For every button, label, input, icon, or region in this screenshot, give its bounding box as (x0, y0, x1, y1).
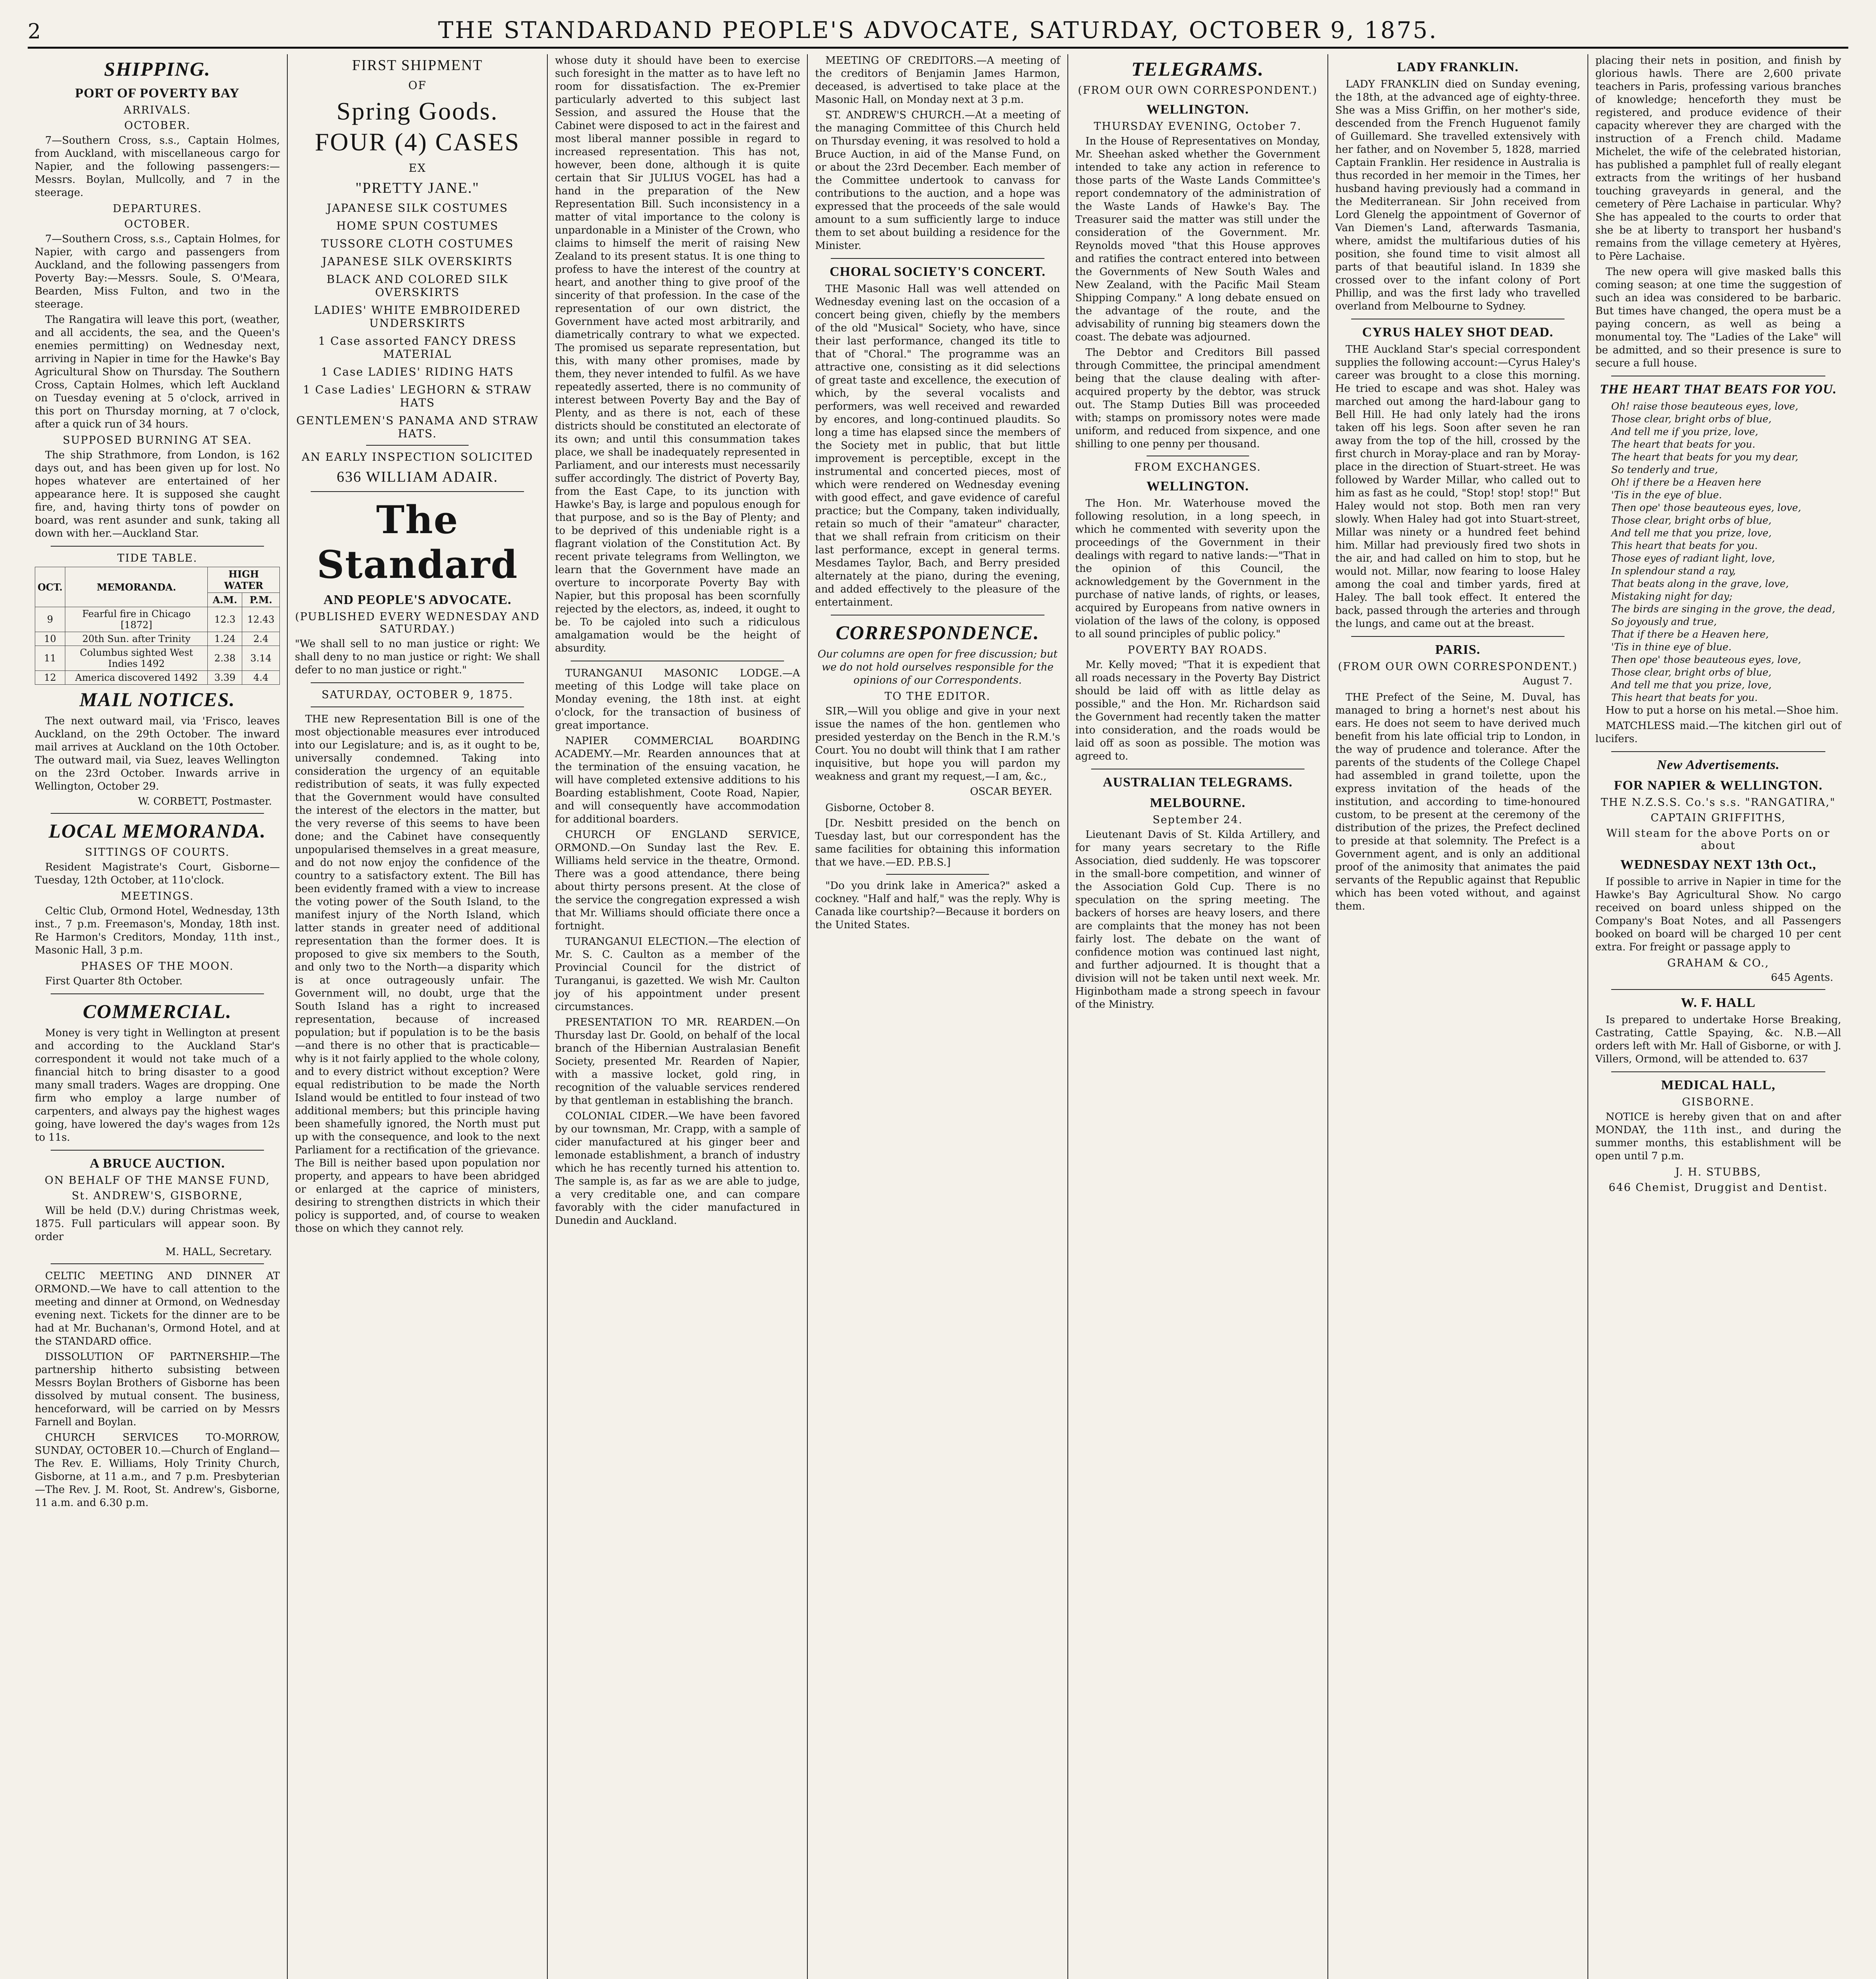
table-row (35, 671, 280, 685)
paper-motto: "We shall sell to no man justice or right: We shall deny to no man justice or right: We shall defer to no man justice or right." (295, 638, 540, 676)
melbourne-heading: MELBOURNE. (1150, 796, 1246, 810)
advert-of: OF (408, 79, 427, 92)
departures-month: OCTOBER. (124, 218, 191, 230)
tide-memo: America discovered 1492 (65, 671, 208, 685)
bruce-heading: A BRUCE AUCTION. (89, 1156, 225, 1171)
tide-col-am: A.M. (208, 593, 242, 607)
date-line: SATURDAY, OCTOBER 9, 1875. (321, 689, 513, 701)
medical-text: NOTICE is hereby given that on and after MONDAY, the 11th inst., and during the summer months, this establishment will be open until 7 p.m. (1595, 1111, 1841, 1162)
tide-day: 12 (35, 671, 65, 685)
shipping-heading: SHIPPING. (104, 58, 211, 80)
presentation-text: PRESENTATION TO MR. REARDEN.—On Thursday last Dr. Goold, on behalf of the local branch of the Hibernian Australasian Benefit Society, presented Mr. Rearden of Napier, with a massive locket, gold ring, in recognition of the valuable services rendered by that gentleman in establishing the branch. (555, 1016, 800, 1107)
tide-col-oct: OCT. (35, 567, 65, 607)
advert-name (295, 468, 540, 486)
poem-line: Then ope' those beauteous eyes, love, (1611, 654, 1801, 665)
joke-text: "Do you drink lake in America?" asked a cockney. "Half and half," was the reply. Why is Canada like courtship?—Because it borders on the United States. (815, 880, 1060, 931)
election-text: TURANGANUI ELECTION.—The election of Mr. S. C. Caulton as a member of the Provincial Council for the district of Turanganui, is gazetted. We wish Mr. Caulton joy of his appointment under present circumstances. (555, 936, 800, 1013)
tide-day: 10 (35, 632, 65, 646)
roads-heading: POVERTY BAY ROADS. (1128, 644, 1268, 656)
tide-table (35, 567, 280, 685)
wellington-date: THURSDAY EVENING, October 7. (1094, 120, 1302, 133)
poem-line: That beats along in the grave, love, (1611, 578, 1789, 589)
poem-line: And tell me if you prize, love, (1611, 426, 1758, 437)
tide-pm: 12.43 (242, 607, 280, 632)
column-7 (1588, 54, 1848, 1979)
column-2 (288, 54, 548, 1979)
tide-pm: 2.4 (242, 632, 280, 646)
napier-ad-text: If possible to arrive in Napier in time for the Hawke's Bay Agricultural Show. No cargo received on board unless shipped on the Company's Boat Notes, and all Passengers booked on board will be charged 10 per cent extra. For freight or passage apply to (1595, 876, 1841, 953)
poem-line: Those clear, bright orbs of blue, (1611, 667, 1772, 678)
arrivals-month: OCTOBER. (124, 120, 191, 132)
medical-place: GISBORNE. (1682, 1096, 1755, 1108)
tide-day: 9 (35, 607, 65, 632)
sittings-text: Resident Magistrate's Court, Gisborne—Tuesday, 12th October, at 11o'clock. (35, 861, 280, 886)
poem-line: And tell me that you prize, love, (1611, 679, 1772, 691)
creditors-text: MEETING OF CREDITORS.—A meeting of the creditors of Benjamin James Harmon, deceased, is advertised to take place at the Masonic Hall, on Monday next at 3 p.m. (815, 55, 1060, 106)
opera-text: The new opera will give masked balls this coming season; at one time the suggestion of such an idea was considered to be barbaric. But times have changed, the opera must be a paying concern, as well as being a monumental toy. The "Ladies of the Lake" will be admitted, and so their presence is sure to secure a full house. (1595, 266, 1841, 369)
debtor-text: The Debtor and Creditors Bill passed through Committee, the principal amendment being that the clause dealing with after-acquired property by the debtor, was struck out. The Stamp Duties Bill was proceeded with; stamps on promissory notes were made uniform, and reduced from sixpence, and one shilling to one penny per thousand. (1075, 347, 1320, 450)
advert-line: 1 Case LADIES' RIDING HATS (321, 365, 514, 378)
poem-heading: THE HEART THAT BEATS FOR YOU. (1599, 382, 1837, 397)
column-3 (548, 54, 808, 1979)
medical-role: 646 Chemist, Druggist and Dentist. (1608, 1181, 1828, 1194)
st-andrews-text: ST. ANDREW'S CHURCH.—At a meeting of the managing Committee of this Church held on Thursday evening, it was resolved to hold a Bruce Auction, in aid of the Manse Fund, on or about the 23rd December. Each member of the Committee undertook to canvass for contributions to the auction, and a hope was expressed that the proceeds of the sale would amount to a sum sufficiently large to induce them to set about building a residence for the Minister. (815, 109, 1060, 252)
page-title: THE STANDARDAND PEOPLE'S ADVOCATE, SATURDAY, OCTOBER 9, 1875. (438, 17, 1438, 44)
napier-ad-ship: THE N.Z.S.S. Co.'s s.s. "RANGATIRA," (1601, 796, 1836, 809)
bruce-text: Will be held (D.V.) during Christmas week, 1875. Full particulars will appear soon. By order (35, 1205, 280, 1243)
advert-name-text: WILLIAM ADAIR. (366, 469, 498, 485)
poem-line: So tenderly and true, (1611, 464, 1718, 475)
hall-ad-name: W. F. HALL (1680, 995, 1756, 1010)
franklin-heading: LADY FRANKLIN. (1397, 60, 1519, 74)
tide-pm: 4.4 (242, 671, 280, 685)
page-number: 2 (28, 20, 41, 44)
port-heading: PORT OF POVERTY BAY (75, 86, 240, 101)
choral-text: THE Masonic Hall was well attended on Wednesday evening last on the occasion of a concert being given, chiefly by the members of the old "Musical" Society, who have, since their last performance, changed its title to that of "Choral." The programme was an attractive one, consisting as it did selections of great taste and excellence, the execution of which, by the several vocalists and performers, was well received and rewarded by encores, and long-continued plaudits. So long a time has elapsed since the members of the Society met in public, that but little improvement is perceptible, except in the instrumental and concerted pieces, most of which were rendered on Wednesday evening with good effect, and gave evidence of careful practice; but the Company, taken individually, retain so much of their "amateur" character, that we shall refrain from criticism on their last performance, except in general terms. Mesdames Taylor, Bach, and Berry presided alternately at the piano, during the evening, and added effectively to the pleasure of the entertainment. (815, 283, 1060, 608)
correspondence-note: Our columns are open for free discussion; but we do not hold ourselves responsible for the opinions of our Correspondents. (817, 648, 1058, 686)
column-5 (1068, 54, 1328, 1979)
paris-text: THE Prefect of the Seine, M. Duval, has managed to bring a hornet's nest about his ears. He does not seem to have derived much benefit from his late official trip to London, in the way of prudence and tolerance. After the parents of the students of the College Chapel had assembled in grand toilette, upon the express invitation of the heads of the institution, and according to time-honoured custom, to be present at the ceremony of the distribution of the prizes, the Prefect declined to preside at that solemnity. The Prefect is a Government agent, and is only an additional proof of the animosity that animates the paid servants of the Republic against that Republic which has been voted without, and against them. (1335, 691, 1580, 912)
correspondence-to: TO THE EDITOR. (885, 690, 991, 703)
mail-signature: W. CORBETT, Postmaster. (138, 796, 272, 807)
advert-line: GENTLEMEN'S PANAMA AND STRAW HATS. (296, 414, 539, 440)
napier-ad-agent: GRAHAM & CO., (1667, 957, 1770, 969)
leader-text: THE new Representation Bill is one of the most objectionable measures ever introduced into our Legislature; and is, as it ought to be, universally condemned. Taking into consideration the urgency of an equitable redistribution of seats, it was fully expected that the Government would have consulted the interest of the electors in the matter, but the very reverse of this seems to have been done; and the Cabinet have consequently unpopularised themselves in a great measure, and do not now enjoy the confidence of the country to a satisfactory extent. The Bill has been evidently framed with a view to increase the voting power of the South Island, to the manifest injury of the North Island, which latter stands in greater need of additional representation than the former does. It is proposed to give six members to the South, and only two to the North—a disparity which is at once outrageously unfair. The Government will, no doubt, urge that the South Island has a right to increased representation, because of increased population; but if population is to be the basis—and there is no other that is practicable—why is it not fairly applied to the whole colony, and to every district without exception? Were equal redistribution to be made the North Island would be entitled to four instead of two additional members; but this principle having been shamefully ignored, the North must put up with the consequence, and look to the next Parliament for a rectification of the grievance. The Bill is neither based upon population nor property, and appears to have been abridged or enlarged at the caprice of ministers, desiring to strengthen districts in which their policy is supported, and, of course to weaken those on which they cannot rely. (295, 713, 540, 1235)
wellington2-heading: WELLINGTON. (1146, 479, 1249, 494)
arrivals-text: 7—Southern Cross, s.s., Captain Holmes, from Auckland, with miscellaneous cargo for Napier, and the following passengers:—Messrs. Boylan, Mullcolly, and 7 in the steerage. (35, 135, 280, 199)
napier-ad-sail: Will steam for the above Ports on or about (1606, 827, 1830, 852)
bruce-sub: ON BEHALF OF THE MANSE FUND, (44, 1174, 270, 1187)
paris-heading: PARIS. (1435, 642, 1481, 657)
maid-text: MATCHLESS maid.—The kitchen girl out of lucifers. (1595, 720, 1841, 745)
tide-col-pm: P.M. (242, 593, 280, 607)
table-row (35, 607, 280, 632)
meetings-heading: MEETINGS. (121, 890, 194, 902)
moon-text: First Quarter 8th October. (45, 975, 183, 987)
napier-ad-date: WEDNESDAY NEXT 13th Oct., (1620, 857, 1816, 872)
advert-number: 636 (336, 469, 362, 485)
poem-line: Mistaking night for day; (1611, 591, 1733, 602)
poem-line: And tell me that you prize, love, (1611, 527, 1772, 539)
correspondence-heading: CORRESPONDENCE. (835, 621, 1040, 644)
sailing-text: The Rangatira will leave this port, (weather, and all accidents, the sea, and the Queen's enemies permitting) on Wednesday next, arriving in Napier in time for the Hawke's Bay Agricultural Show on Thursday. The Southern Cross, Captain Holmes, which left Auckland on Tuesday evening at 5 o'clock, arrived in this port on Thursday morning, at 7 o'clock, after a quick run of 34 hours. (35, 314, 280, 430)
poem-line: This heart that beats for you. (1611, 540, 1758, 551)
poem-line: Oh! if there be a Heaven here (1611, 477, 1761, 488)
napier-ad-heading: FOR NAPIER & WELLINGTON. (1614, 778, 1823, 793)
paris-continued: placing their nets in position, and finish by glorious hawls. There are 2,600 private teachers in Paris, professing various branches of knowledge; henceforth they must be registered, and produce evidence of their capacity wherever they are charged with the instruction of a French child. Madame Michelet, the wife of the celebrated historian, has published a pamphlet full of really elegant extracts from the writings of her husband touching graveyards in general, and the cemetery of Père Lachaise in particular. Why? She has appealed to the courts to order that she be at liberty to transport her husband's remains from the village cemetery at Hyères, to Père Lachaise. (1595, 55, 1841, 262)
medical-advert (1595, 1078, 1841, 1194)
advert-line: 1 Case Ladies' LEGHORN & STRAW HATS (303, 383, 532, 409)
cider-text: COLONIAL CIDER.—We have been favored by our townsman, Mr. Crapp, with a sample of cider manufactured at his ginger beer and lemonade establishment, a branch of industry which he has recently turned his attention to. The sample is, as far as we are able to judge, a very creditable one, and can compare favorably with the cider manufactured in Dunedin and Auckland. (555, 1110, 800, 1227)
masthead (28, 16, 1848, 49)
exchanges-heading: FROM EXCHANGES. (1134, 461, 1261, 473)
leader-continued: whose duty it should have been to exercise such foresight in the matter as to have left no room for dissatisfaction. The ex-Premier particularly adverted to this subject last Session, and assured the House that the Cabinet were disposed to act in the fairest and most liberal manner possible in regard to increased representation. This has not, however, been done, although it is quite certain that Sir JULIUS VOGEL has had a hand in the preparation of the New Representation Bill. Such inconsistency in a matter of vital importance to the colony is unpardonable in a Minister of the Crown, who claims to himself the merit of raising New Zealand to its present status. It is one thing to profess to have the interest of the country at heart, and another thing to give proof of the sincerity of that profession. In the case of the representation of our own district, the Government have acted most arbitrarily, and diametrically contrary to what we expected. The promised us separate representation, but this, with many other promises, made by them, they never intended to fulfil. As we have repeatedly asserted, there is no community of interest between Poverty Bay and the Bay of Plenty, and as there is not, each of these districts should be constituted an electorate of its own; and until this consummation takes place, we shall be inadequately represented in Parliament, and our interests must necessarily suffer accordingly. The district of Poverty Bay, from the East Cape, to its junction with Hawke's Bay, is large and populous enough for that purpose, and so is the Bay of Plenty; and to be deprived of this undeniable right is a flagrant violation of the Constitution Act. By recent private telegrams from Wellington, we learn that the Government have made an overture to incorporate Poverty Bay with Napier, but this proposal has been scornfully rejected by the electors, as, indeed, it ought to be. To be cajoled into such a ridiculous amalgamation would be the height of absurdity. (555, 55, 800, 654)
tide-am: 3.39 (208, 671, 242, 685)
advert-line: BLACK AND COLORED SILK OVERSKIRTS (327, 273, 509, 299)
hall-advert (1595, 995, 1841, 1066)
columns (28, 54, 1848, 1979)
column-4 (808, 54, 1068, 1979)
poem (1595, 400, 1841, 704)
church-text: CHURCH OF ENGLAND SERVICE, ORMOND.—On Sunday last the Rev. E. Williams held service in the theatre, Ormond. There was a good attendance, there being about thirty persons present. At the close of the service the congregation expressed a wish that Mr. Williams should officiate there once a fortnight. (555, 829, 800, 932)
poem-line: That if there be a Heaven here, (1611, 629, 1769, 640)
advert-first: FIRST SHIPMENT (352, 57, 483, 74)
australian-heading: AUSTRALIAN TELEGRAMS. (1103, 775, 1293, 790)
tide-am: 1.24 (208, 632, 242, 646)
melbourne-text: Lieutenant Davis of St. Kilda Artillery, and for many years secretary to the Rifle Association, died suddenly. He was topscorer in the small-bore competition, and winner of the Association Gold Cup. There is no speculation on the spring meeting. The backers of horses are heavy losers, and there are complaints that the money has not been fairly lost. The debate on the want of confidence motion was continued last night, and further adjourned. It is thought that a division will not be taken until next week. Mr. Higinbotham made a strong speech in favour of the Ministry. (1075, 829, 1320, 1010)
column-6 (1328, 54, 1588, 1979)
franklin-text: LADY FRANKLIN died on Sunday evening, the 18th, at the advanced age of eighty-three. She was a Miss Griffin, on her mother's side, descended from the French Huguenot family of Guillemard. She travelled extensively with her father, and on November 5, 1828, married Captain Franklin. Her residence in Australia is thus recorded in her memoir in the Times, her husband having previously had a command in the Mediterranean. Sir John received from Lord Glenelg the appointment of Governor of Van Diemen's Land, afterwards Tasmania, where, amidst the multifarious duties of his position, she found time to visit almost all parts of that beautiful island. In 1839 she crossed over to the infant colony of Port Phillip, and was the first lady who travelled overland from Melbourne to Sydney. (1335, 78, 1580, 312)
correspondence-text: SIR,—Will you oblige and give in your next issue the names of the hon. gentlemen who presided yesterday on the Bench in the R.M.'s Court. You no doubt will think that I am rather inquisitive, but hope you will pardon my weakness and grant my request,—I am, &c., (815, 705, 1060, 782)
tide-col-memo: MEMORANDA. (65, 567, 208, 607)
advert-ex: EX (408, 161, 426, 175)
napier-ad-num: 645 Agents. (1771, 972, 1833, 984)
poem-line: In splendour stand a ray, (1611, 565, 1736, 577)
hall-ad-text: Is prepared to undertake Horse Breaking, Castrating, Cattle Spaying, &c. N.B.—All orders left with Mr. Hall of Gisborne, or with J. Villers, Ormond, will be attended to. 637 (1595, 1014, 1841, 1065)
shoe-text: How to put a horse on his metal.—Shoe him. (1605, 705, 1839, 716)
mail-heading: MAIL NOTICES. (79, 688, 235, 710)
poem-line: The heart that beats for you. (1611, 439, 1756, 450)
tide-am: 12.3 (208, 607, 242, 632)
telegrams-heading: TELEGRAMS. (1131, 58, 1264, 80)
table-row (35, 646, 280, 671)
poem-line: So joyously and true, (1611, 616, 1717, 627)
tide-heading: TIDE TABLE. (117, 552, 197, 564)
telegrams-from: (FROM OUR OWN CORRESPONDENT.) (1078, 84, 1318, 97)
poem-line: Oh! raise those beauteous eyes, love, (1611, 401, 1798, 412)
advert-line: 1 Case assorted FANCY DRESS MATERIAL (318, 334, 517, 361)
advert-line: HOME SPUN COSTUMES (336, 219, 499, 232)
cyrus-text: THE Auckland Star's special correspondent supplies the following account:—Cyrus Haley's career was brought to a close this morning. He tried to escape and was shot. Haley was marched out among the hard-labour gang to Bell Hill. He had only lately had the irons taken off his legs. Soon after seven he ran away from the top of the hill, crossed by the first church in Moray-place and ran by Moray-place in the direction of Stuart-street. He was followed by Warder Millar, who called out to him as fast as he could, "Stop! stop! stop!" But Haley would not stop. Both men ran very slowly. When Haley had got into Stuart-street, Millar was ninety or a hundred feet behind him. Millar had previously fired two shots in the air, and had called on him to stop, but he would not. Millar, now fearing to loose Haley among the coal and timber yards, fired at Haley. The ball took effect. It entered the back, passed through the arteries and through the lungs, and came out at the breast. (1335, 344, 1580, 630)
local-heading: LOCAL MEMORANDA. (48, 820, 266, 842)
wellington-heading: WELLINGTON. (1146, 102, 1249, 117)
napier-academy-text: NAPIER COMMERCIAL BOARDING ACADEMY.—Mr. Rearden announces that at the termination of the ensuing vacation, he will have completed extensive additions to his Boarding establishment, Coote Road, Napier, and will consequently have accommodation for additional boarders. (555, 735, 800, 825)
napier-advert (1595, 778, 1841, 984)
table-row (35, 632, 280, 646)
advert-inspection: AN EARLY INSPECTION SOLICITED (302, 450, 534, 463)
moon-heading: PHASES OF THE MOON. (81, 960, 234, 972)
arrivals-heading: ARRIVALS. (123, 104, 191, 116)
services-text: CHURCH SERVICES TO-MORROW, SUNDAY, OCTOBER 10.—Church of England—The Rev. E. Williams, Holy Trinity Church, Gisborne, at 11 a.m., and 7 p.m. Presbyterian—The Rev. J. M. Root, St. Andrew's, Gisborne, 11 a.m. and 6.30 p.m. (35, 1432, 280, 1509)
advert-line: TUSSORE CLOTH COSTUMES (321, 237, 514, 250)
medical-heading: MEDICAL HALL, (1661, 1078, 1775, 1092)
correspondence-place: Gisborne, October 8. (825, 802, 934, 814)
paper-published: (PUBLISHED EVERY WEDNESDAY AND SATURDAY.) (295, 611, 540, 635)
melbourne-date: September 24. (1153, 814, 1243, 826)
tide-col-hw: HIGH WATER (208, 567, 280, 593)
poem-line: The heart that beats for you my dear, (1611, 451, 1798, 463)
poem-line: Those clear, bright orbs of blue, (1611, 515, 1772, 526)
paris-from: (FROM OUR OWN CORRESPONDENT.) (1338, 661, 1578, 673)
new-ads-heading: New Advertisements. (1657, 758, 1780, 772)
bruce-signature: M. HALL, Secretary. (165, 1246, 272, 1258)
poem-line: 'Tis in thine eye of blue. (1611, 641, 1732, 653)
advert-ship: "PRETTY JANE." (355, 180, 480, 196)
advert-line: JAPANESE SILK COSTUMES (327, 201, 508, 215)
wellington-text: In the House of Representatives on Monday, Mr. Sheehan asked whether the Government intended to take any action in reference to those parts of the Waste Lands Committee's report condemnatory of the administration of the Waste Lands of Hawke's Bay. The Treasurer said the matter was still under the consideration of the Government. Mr. Reynolds moved "that this House approves and ratifies the contract entered into between the Governments of New South Wales and New Zealand, with the Pacific Mail Steam Shipping Company." A long debate ensued on the advantage of the route, and the advisability of running big steamers down the coast. The debate was adjourned. (1075, 135, 1320, 343)
mail-text: The next outward mail, via 'Frisco, leaves Auckland, on the 29th October. The inward mail arrives at Auckland on the 10th October. The outward mail, via Suez, leaves Wellington on the 23rd October. Inwards arrive in Wellington, October 29. (35, 715, 280, 792)
poem-line: This heart that beats for you. (1611, 692, 1758, 703)
tide-am: 2.38 (208, 646, 242, 671)
masonic-text: TURANGANUI MASONIC LODGE.—A meeting of this Lodge will take place on Monday evening, the 18th inst. at eight o'clock, for the transaction of business of great importance. (555, 667, 800, 731)
column-1 (28, 54, 288, 1979)
departures-text: 7—Southern Cross, s.s., Captain Holmes, for Napier, with cargo and passengers from Auckland, and the following passengers from Poverty Bay:—Messrs. Soule, S. O'Meara, Bearden, Miss Fulton, and two in the steerage. (35, 233, 280, 310)
departures-heading: DEPARTURES. (112, 203, 202, 215)
tide-pm: 3.14 (242, 646, 280, 671)
commercial-text: Money is very tight in Wellington at present and according to the Auckland Star's correspondent it would not take much of a financial hitch to bring disaster to a good many small traders. Wages are dropping. One firm who employ a large number of carpenters, and always pay the highest wages going, have lowered the day's wages from 12s to 11s. (35, 1027, 280, 1143)
tide-day: 11 (35, 646, 65, 671)
poem-line: Those clear, bright orbs of blue, (1611, 413, 1772, 425)
choral-heading: CHORAL SOCIETY'S CONCERT. (830, 264, 1046, 279)
napier-ad-captain: CAPTAIN GRIFFITHS, (1650, 812, 1786, 824)
medical-signature: J. H. STUBBS, (1675, 1166, 1762, 1178)
tide-memo: Columbus sighted West Indies 1492 (65, 646, 208, 671)
tide-memo: Fearful fire in Chicago [1872] (65, 607, 208, 632)
poem-line: The birds are singing in the grove, the dead, (1611, 603, 1835, 615)
cyrus-heading: CYRUS HALEY SHOT DEAD. (1362, 325, 1553, 340)
correspondence-signature: OSCAR BEYER. (970, 786, 1052, 798)
poem-line: 'Tis in the eye of blue. (1611, 489, 1722, 501)
advert-line: LADIES' WHITE EMBROIDERED UNDERSKIRTS (314, 304, 521, 330)
tide-memo: 20th Sun. after Trinity (65, 632, 208, 646)
adair-advert (295, 57, 540, 486)
advert-cases: FOUR (4) CASES (315, 128, 520, 156)
poem-line: Those eyes of radiant light, love, (1611, 553, 1775, 564)
paper-subtitle: AND PEOPLE'S ADVOCATE. (323, 593, 512, 607)
celtic-text: CELTIC MEETING AND DINNER AT ORMOND.—We have to call attention to the meeting and dinner at Ormond, on Wednesday evening next. Tickets for the dinner are to be had at Mr. Buchanan's, Ormond Hotel, and at the STANDARD office. (35, 1270, 280, 1347)
native-lands-text: The Hon. Mr. Waterhouse moved the following resolution, in a long speech, in which he commented with severity upon the proceedings of the Government in their dealings with regard to native lands:—"That in the opinion of this Council, the acknowledgement by the Government in the purchase of native lands, of rights, or leases, acquired by Europeans from native owners in violation of the laws of the colony, is opposed to all sound principles of public policy." (1075, 498, 1320, 640)
burning-heading: SUPPOSED BURNING AT SEA. (63, 434, 252, 446)
correspondence-reply: [Dr. Nesbitt presided on the bench on Tuesday last, but our correspondent has the same facilities for obtaining this information that we have.—ED. P.B.S.] (815, 817, 1060, 868)
roads-text: Mr. Kelly moved; "That it is expedient that all roads necessary in the Poverty Bay District should be laid off with as little delay as possible," and the Hon. Mr. Richardson said the Government had recently taken the matter into consideration, and the roads would be laid off as soon as possible. The motion was agreed to. (1075, 659, 1320, 762)
burning-text: The ship Strathmore, from London, is 162 days out, and has been given up for lost. No hopes whatever are entertained of her appearance here. It is supposed she caught fire, and, having thirty tons of powder on board, was rent asunder and sunk, taking all down with her.—Auckland Star. (35, 449, 280, 539)
dissolution-text: DISSOLUTION OF PARTNERSHIP.—The partnership hitherto subsisting between Messrs Boylan Brothers of Gisborne has been dissolved by mutual consent. The business, henceforward, will be carried on by Messrs Farnell and Boylan. (35, 1351, 280, 1428)
advert-spring: Spring Goods. (336, 97, 499, 125)
meetings-text: Celtic Club, Ormond Hotel, Wednesday, 13th inst., 7 p.m. Freemason's, Monday, 18th inst. Re Harmon's Creditors, Monday, 11th inst., Masonic Hall, 3 p.m. (35, 905, 280, 956)
sittings-heading: SITTINGS OF COURTS. (85, 846, 230, 858)
poem-line: Then ope' those beauteous eyes, love, (1611, 502, 1801, 513)
advert-line: JAPANESE SILK OVERSKIRTS (322, 255, 513, 268)
paris-date: August 7. (1523, 675, 1572, 687)
paper-title: The Standard (317, 498, 518, 587)
commercial-heading: COMMERCIAL. (83, 1000, 232, 1022)
bruce-place: St. ANDREW'S, GISBORNE, (72, 1190, 243, 1202)
